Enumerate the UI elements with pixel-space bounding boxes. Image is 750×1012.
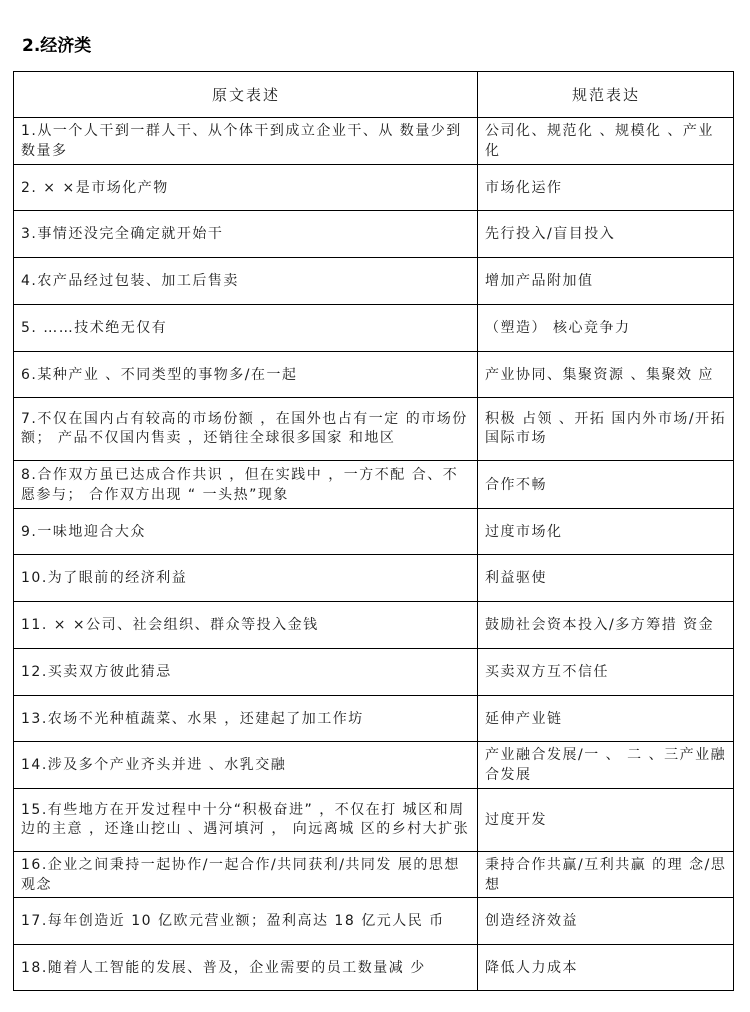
cell-original: 18.随着人工智能的发展、普及，企业需要的员工数量减 少	[14, 945, 478, 991]
cell-original: 11. × ×公司、社会组织、群众等投入金钱	[14, 602, 478, 649]
cell-original: 10.为了眼前的经济利益	[14, 555, 478, 602]
cell-standard: 增加产品附加值	[478, 258, 734, 305]
cell-original: 6.某种产业 、不同类型的事物多/在一起	[14, 352, 478, 398]
cell-original: 12.买卖双方彼此猜忌	[14, 649, 478, 696]
cell-standard: 积极 占领 、开拓 国内外市场/开拓国际市场	[478, 398, 734, 461]
cell-standard: 公司化、规范化 、规模化 、产业化	[478, 118, 734, 165]
table-row	[14, 945, 734, 991]
table-row	[14, 602, 734, 649]
table-row	[14, 305, 734, 352]
cell-standard: 过度开发	[478, 789, 734, 852]
table-row	[14, 211, 734, 258]
table-row	[14, 898, 734, 945]
cell-standard: 鼓励社会资本投入/多方筹措 资金	[478, 602, 734, 649]
header-original: 原文表述	[14, 72, 478, 118]
cell-standard: 买卖双方互不信任	[478, 649, 734, 696]
table-header-row	[14, 72, 734, 118]
table-row	[14, 258, 734, 305]
cell-original: 13.农场不光种植蔬菜、水果 ，还建起了加工作坊	[14, 696, 478, 742]
cell-original: 7.不仅在国内占有较高的市场份额 ，在国外也占有一定 的市场份额； 产品不仅国内售卖 ，还销往全球很多国家 和地区	[14, 398, 478, 461]
cell-standard: 产业协同、集聚资源 、集聚效 应	[478, 352, 734, 398]
cell-original: 4.农产品经过包装、加工后售卖	[14, 258, 478, 305]
cell-standard: 秉持合作共赢/互利共赢 的理 念/思想	[478, 852, 734, 898]
cell-original: 16.企业之间秉持一起协作/一起合作/共同获利/共同发 展的思想观念	[14, 852, 478, 898]
expression-table	[13, 71, 734, 991]
cell-original: 3.事情还没完全确定就开始干	[14, 211, 478, 258]
table-row	[14, 742, 734, 789]
table-row	[14, 118, 734, 165]
table-row	[14, 165, 734, 211]
cell-original: 9.一味地迎合大众	[14, 509, 478, 555]
cell-original: 2. × ×是市场化产物	[14, 165, 478, 211]
table-row	[14, 555, 734, 602]
table-row	[14, 696, 734, 742]
cell-original: 8.合作双方虽已达成合作共识 ，但在实践中 ，一方不配 合、不愿参与； 合作双方出现 “ 一头热”现象	[14, 461, 478, 509]
cell-standard: 延伸产业链	[478, 696, 734, 742]
cell-standard: 创造经济效益	[478, 898, 734, 945]
cell-original: 17.每年创造近 10 亿欧元营业额；盈利高达 18 亿元人民 币	[14, 898, 478, 945]
header-standard: 规范表达	[478, 72, 734, 118]
cell-standard: 市场化运作	[478, 165, 734, 211]
table-row	[14, 398, 734, 461]
table-row	[14, 352, 734, 398]
cell-standard: 产业融合发展/一 、 二 、三产业融合发展	[478, 742, 734, 789]
cell-standard: 先行投入/盲目投入	[478, 211, 734, 258]
cell-original: 14.涉及多个产业齐头并进 、水乳交融	[14, 742, 478, 789]
table-row	[14, 461, 734, 509]
cell-standard: 降低人力成本	[478, 945, 734, 991]
table-row	[14, 789, 734, 852]
cell-standard: 过度市场化	[478, 509, 734, 555]
cell-standard: （塑造） 核心竞争力	[478, 305, 734, 352]
cell-original: 1.从一个人干到一群人干、从个体干到成立企业干、从 数量少到数量多	[14, 118, 478, 165]
cell-standard: 利益驱使	[478, 555, 734, 602]
cell-original: 15.有些地方在开发过程中十分“积极奋进” ，不仅在打 城区和周边的主意 ，还逢山挖山 、遇河填河 ， 向远离城 区的乡村大扩张	[14, 789, 478, 852]
table-row	[14, 509, 734, 555]
section-title: 2.经济类	[22, 36, 92, 56]
cell-standard: 合作不畅	[478, 461, 734, 509]
table-row	[14, 649, 734, 696]
table-row	[14, 852, 734, 898]
cell-original: 5. ……技术绝无仅有	[14, 305, 478, 352]
